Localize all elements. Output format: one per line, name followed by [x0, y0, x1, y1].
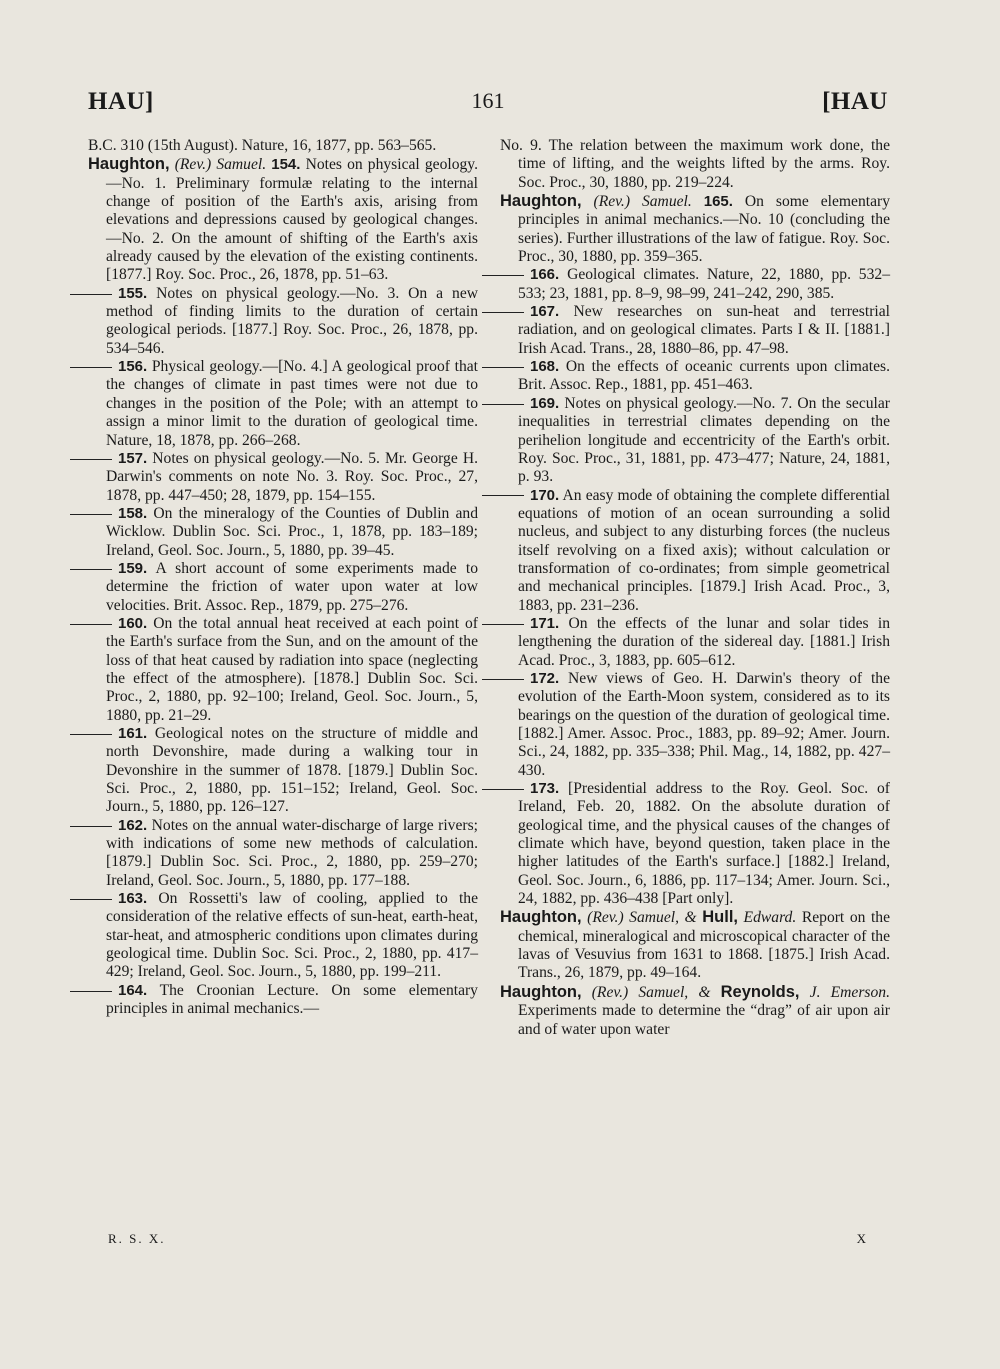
- bibliography-entry: [88, 890, 478, 982]
- bibliography-entry: [88, 358, 478, 450]
- coauthor-name: Reynolds,: [720, 982, 800, 1001]
- bibliography-entry: [88, 982, 478, 1019]
- entry-number: 165.: [703, 193, 733, 211]
- entry-text: Report on the chemical, mineralogical and microscopical character of the lavas of Vesuvius from 1631 to 1868. [1875.] Irish Acad. Trans., 26, 1879, pp. 49–164.: [518, 909, 891, 982]
- ditto-rule: [70, 734, 112, 735]
- bibliography-entry: [500, 303, 890, 358]
- ditto-rule: [70, 569, 112, 570]
- entry-text: Geological climates. Nature, 22, 1880, pp. 532–533; 23, 1881, pp. 8–9, 98–99, 241–242, 290, 385.: [518, 266, 890, 302]
- ditto-rule: [70, 514, 112, 515]
- bibliography-entry: [88, 137, 478, 155]
- ditto-rule: [482, 275, 524, 276]
- signature-letter: X: [856, 1231, 868, 1246]
- bibliography-entry: [500, 670, 890, 780]
- bibliography-entry: [500, 395, 890, 487]
- entry-text: Experiments made to determine the “drag” of air upon air and of water upon water: [518, 1002, 890, 1038]
- author-given-name: (Rev.) Samuel, &: [591, 983, 711, 1001]
- entry-number: 172.: [530, 669, 560, 687]
- bibliography-entry: [500, 192, 890, 266]
- entry-text: A short account of some experiments made to determine the friction of water upon water at low velocities. Brit. Assoc. Rep., 1879, pp. 275–276.: [106, 559, 478, 614]
- author-name: Haughton,: [500, 982, 582, 1001]
- ditto-rule: [482, 679, 524, 680]
- bibliography-entry: [88, 155, 478, 284]
- bibliography-entry: [88, 725, 478, 817]
- entry-number: 155.: [118, 284, 148, 302]
- bibliography-entry: [500, 615, 890, 670]
- ditto-rule: [70, 624, 112, 625]
- ditto-rule: [70, 826, 112, 827]
- entry-number: 173.: [530, 780, 560, 798]
- entry-number: 157.: [118, 449, 148, 467]
- entry-number: 170.: [530, 486, 560, 504]
- entry-number: 163.: [118, 890, 148, 908]
- entry-text: Notes on physical geology.—No. 1. Preliminary formulæ relating to the internal change of position of the Earth's axis, arising from elevations and depressions caused by geological changes.—No. 2. On the amount of shifting of the Earth's axis already caused by the elevation of the existing continents. [1877.] Roy. Soc. Proc., 26, 1878, pp. 51–63.: [106, 156, 478, 284]
- ditto-rule: [482, 367, 524, 368]
- entry-text: New views of Geo. H. Darwin's theory of the evolution of the Earth-Moon system, considered as to its bearings on the question of the duration of geological time. [1882.] Amer. Assoc. Proc., 1883, pp. 89–92; Amer. Journ. Sci., 24, 1882, pp. 335–338; Phil. Mag., 14, 1882, pp. 427–430.: [518, 669, 890, 779]
- bibliography-entry: [88, 450, 478, 505]
- bibliography-entry: [500, 137, 890, 192]
- entry-text: On some elementary principles in animal mechanics.—No. 10 (concluding the series). Further illustrations of the law of fatigue. Roy. Soc. Proc., 30, 1880, pp. 359–365.: [518, 193, 891, 266]
- ditto-rule: [70, 459, 112, 460]
- entry-text: Geological notes on the structure of middle and north Devonshire, made during a walking tour in Devonshire in the summer of 1878. [1879.] Dublin Soc. Sci. Proc., 2, 1880, pp. 151–152; Ireland, Geol. Soc. Journ., 5, 1880, pp. 126–127.: [106, 725, 478, 816]
- running-head-left: HAU]: [88, 88, 154, 115]
- bibliography-entry: [500, 358, 890, 395]
- page-header: [88, 88, 888, 122]
- entry-text: On Rossetti's law of cooling, applied to the consideration of the relative effects of sun-heat, earth-heat, star-heat, and atmospheric conditions upon climates during geological time. Dublin Soc. Sci. Proc., 2, 1880, pp. 417–429; Ireland, Geol. Soc. Journ., 5, 1880, pp. 199–211.: [106, 890, 478, 981]
- ditto-rule: [70, 991, 112, 992]
- bibliography-entry: [500, 780, 890, 908]
- bibliography-entry: [88, 505, 478, 560]
- entry-text: [Presidential address to the Roy. Geol. Soc. of Ireland, Feb. 20, 1882. On the absolute duration of geological time, and the physical causes of the changes of climate which have, beyond question, taken place in the higher latitudes of the Earth's surface.] [1882.] Ireland, Geol. Soc. Journ., 6, 1886, pp. 117–134; Amer. Journ. Sci., 24, 1882, pp. 436–438 [Part only].: [518, 780, 890, 908]
- entry-text: Notes on physical geology.—No. 5. Mr. George H. Darwin's comments on note No. 3. Roy. Soc. Proc., 27, 1878, pp. 447–450; 28, 1879, pp. 154–155.: [106, 449, 478, 504]
- author-given-name: (Rev.) Samuel.: [593, 193, 692, 211]
- entry-text: On the effects of oceanic currents upon climates. Brit. Assoc. Rep., 1881, pp. 451–463.: [518, 358, 890, 394]
- entry-text: On the effects of the lunar and solar tides in lengthening the duration of the sidereal day. [1881.] Irish Acad. Proc., 3, 1883, pp. 605–612.: [518, 614, 890, 669]
- entry-text: Notes on physical geology.—No. 3. On a new method of finding limits to the duration of certain geological periods. [1877.] Roy. Soc. Proc., 26, 1878, pp. 534–546.: [106, 284, 479, 357]
- entry-number: 160.: [118, 614, 148, 632]
- ditto-rule: [482, 495, 524, 496]
- ditto-rule: [70, 899, 112, 900]
- entry-text: Notes on the annual water-discharge of large rivers; with indications of some new methods of calculation. [1879.] Dublin Soc. Sci. Proc., 2, 1880, pp. 259–270; Ireland, Geol. Soc. Journ., 5, 1880, pp. 177–188.: [106, 816, 478, 889]
- bibliography-entry: [88, 817, 478, 890]
- entry-text: The Croonian Lecture. On some elementary principles in animal mechanics.—: [106, 981, 478, 1018]
- bibliography-entry: [500, 487, 890, 615]
- entry-number: 164.: [118, 981, 148, 999]
- entry-text: On the mineralogy of the Counties of Dublin and Wicklow. Dublin Soc. Sci. Proc., 1, 1878, pp. 183–189; Ireland, Geol. Soc. Journ., 5, 1880, pp. 39–45.: [106, 504, 478, 559]
- right-column: [500, 137, 890, 1039]
- coauthor-given-name: J. Emerson.: [809, 983, 890, 1001]
- author-given-name: (Rev.) Samuel, &: [587, 909, 697, 927]
- entry-number: 171.: [530, 614, 560, 632]
- entry-number: 169.: [530, 394, 560, 412]
- ditto-rule: [482, 789, 524, 790]
- author-name: Haughton,: [500, 908, 582, 927]
- author-given-name: (Rev.) Samuel.: [174, 156, 267, 174]
- bibliography-entry: [88, 560, 478, 615]
- entry-text: Physical geology.—[No. 4.] A geological proof that the changes of climate in past times were not due to changes in the position of the Pole; with an attempt to assign a minor limit to the duration of geological time. Nature, 18, 1878, pp. 266–268.: [106, 358, 478, 449]
- entry-number: 162.: [118, 816, 148, 834]
- entry-text: B.C. 310 (15th August). Nature, 16, 1877, pp. 563–565.: [88, 137, 437, 154]
- ditto-rule: [482, 404, 524, 405]
- page-number: 161: [471, 88, 505, 113]
- entry-number: 161.: [118, 725, 148, 742]
- entry-text: An easy mode of obtaining the complete differential equations of motion of an ocean surrounding a solid nucleus, and subject to any disturbing forces (the nucleus itself revolving on a fixed axis); without calculation or transformation of co-ordinates; from simple geometrical and mechanical principles. [1879.] Irish Acad. Proc., 3, 1883, pp. 231–236.: [518, 486, 891, 614]
- bibliography-entry: [500, 983, 890, 1039]
- signature-mark: R. S. X.: [108, 1231, 166, 1246]
- entry-number: 168.: [530, 358, 560, 376]
- coauthor-given-name: Edward.: [743, 909, 797, 927]
- entry-text: New researches on sun-heat and terrestrial radiation, and on geological climates. Parts I & II. [1881.] Irish Acad. Trans., 28, 1880–86, pp. 47–98.: [518, 303, 890, 357]
- ditto-rule: [70, 367, 112, 368]
- entry-number: 159.: [118, 559, 148, 577]
- entry-number: 167.: [530, 303, 560, 321]
- entry-number: 156.: [118, 358, 148, 376]
- left-column: [88, 137, 478, 1019]
- entry-number: 158.: [118, 504, 148, 522]
- author-name: Haughton,: [500, 192, 582, 211]
- ditto-rule: [70, 294, 112, 295]
- entry-text: Notes on physical geology.—No. 7. On the secular inequalities in terrestrial climates depending on the perihelion longitude and eccentricity of the Earth's orbit. Roy. Soc. Proc., 31, 1881, pp. 473–477; Nature, 24, 1881, p. 93.: [518, 394, 890, 486]
- ditto-rule: [482, 624, 524, 625]
- bibliography-entry: [500, 266, 890, 303]
- coauthor-name: Hull,: [702, 908, 738, 927]
- bibliography-entry: [88, 615, 478, 725]
- bibliography-entry: [500, 908, 890, 982]
- author-name: Haughton,: [88, 155, 170, 174]
- entry-text: No. 9. The relation between the maximum work done, the time of lifting, and the weights lifted by the arms. Roy. Soc. Proc., 30, 1880, pp. 219–224.: [500, 137, 890, 191]
- entry-number: 166.: [530, 266, 560, 284]
- ditto-rule: [482, 312, 524, 313]
- entry-text: On the total annual heat received at each point of the Earth's surface from the Sun, and on the amount of the loss of that heat caused by radiation into space (neglecting the effect of the atmosphere). [1878.] Dublin Soc. Sci. Proc., 2, 1880, pp. 92–100; Ireland, Geol. Soc. Journ., 5, 1880, pp. 21–29.: [106, 614, 478, 724]
- bibliography-entry: [88, 285, 478, 358]
- running-head-right: [HAU: [822, 88, 888, 115]
- entry-number: 154.: [271, 156, 301, 174]
